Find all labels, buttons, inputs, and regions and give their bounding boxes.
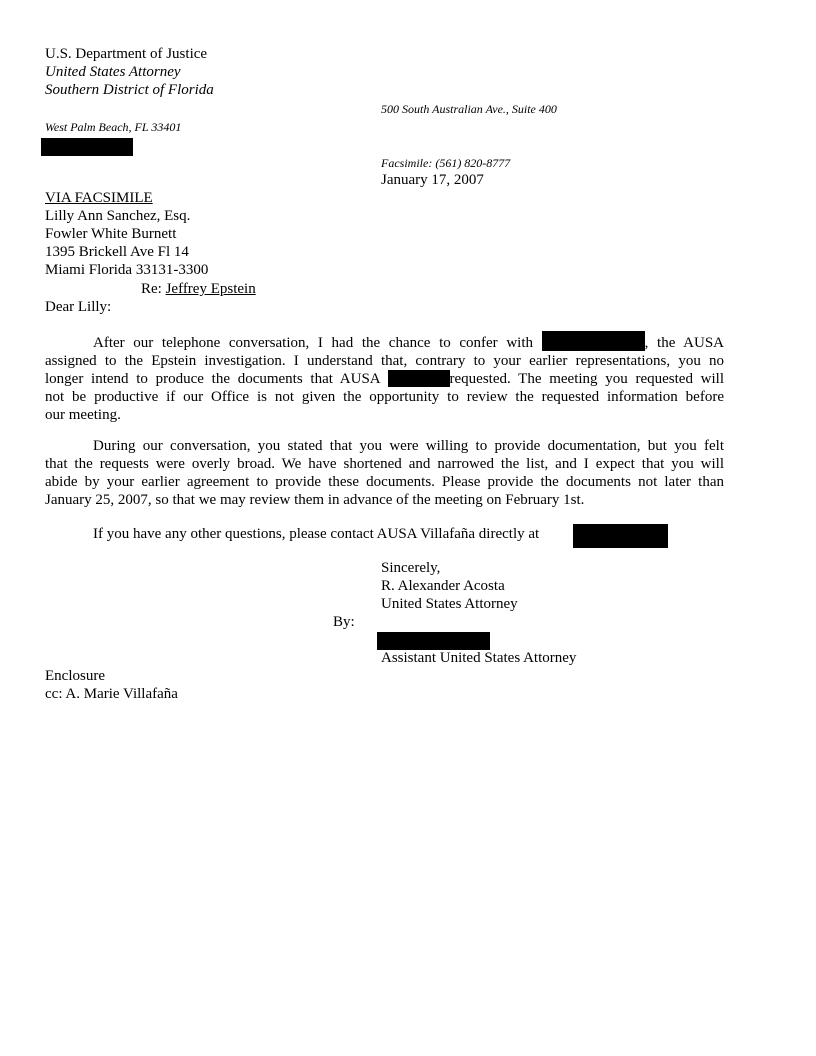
re-line	[141, 280, 256, 298]
paragraph-line: not be productive if our Office is not given the opportunity to review the requested information before	[45, 389, 724, 405]
re-subject: Jeffrey Epstein	[165, 281, 256, 297]
recipient-street: 1395 Brickell Ave Fl 14	[45, 244, 189, 260]
body-paragraph-3: If you have any other questions, please contact AUSA Villafaña directly at	[93, 526, 540, 542]
department-name: U.S. Department of Justice	[45, 46, 208, 62]
closing-sincerely: Sincerely,	[381, 560, 441, 576]
office-address: 500 South Australian Ave., Suite 400	[381, 102, 557, 116]
signature-redaction	[377, 632, 490, 650]
signer-title: Assistant United States Attorney	[381, 650, 577, 666]
closing-title: United States Attorney	[381, 596, 518, 612]
redaction-bar	[542, 331, 645, 351]
cc-line: cc: A. Marie Villafaña	[45, 686, 178, 702]
paragraph-text: longer intend to produce the documents that AUSA	[45, 371, 380, 387]
redaction-bar	[573, 524, 668, 548]
recipient-name: Lilly Ann Sanchez, Esq.	[45, 208, 191, 224]
recipient-firm: Fowler White Burnett	[45, 226, 177, 242]
paragraph-text: , the AUSA	[644, 335, 725, 351]
body-paragraph-2	[45, 437, 724, 509]
paragraph-line: assigned to the Epstein investigation. I understand that, contrary to your earlier representations, you no	[45, 353, 724, 369]
closing-by: By:	[333, 614, 355, 630]
letter-date: January 17, 2007	[381, 172, 484, 188]
re-label: Re:	[141, 281, 166, 297]
salutation: Dear Lilly:	[45, 299, 112, 315]
paragraph-line: January 25, 2007, so that we may review them in advance of the meeting on February 1st.	[45, 492, 585, 508]
paragraph-line: abide by your earlier agreement to provide these documents. Please provide the documents not later than	[45, 474, 724, 490]
redaction-bar	[41, 138, 133, 156]
recipient-city: Miami Florida 33131-3300	[45, 262, 209, 278]
paragraph-text: requested. The meeting you requested will	[449, 371, 724, 387]
enclosure-note: Enclosure	[45, 668, 105, 684]
paragraph-line	[45, 370, 724, 388]
body-paragraph-1	[45, 331, 724, 424]
district-name: Southern District of Florida	[45, 82, 214, 98]
office-name: United States Attorney	[45, 64, 181, 80]
paragraph-text: After our telephone conversation, I had the chance to confer with	[93, 335, 533, 351]
facsimile-number: Facsimile: (561) 820-8777	[381, 156, 511, 170]
paragraph-line: our meeting.	[45, 407, 121, 423]
redaction-bar	[388, 370, 450, 387]
closing-name: R. Alexander Acosta	[381, 578, 505, 594]
paragraph-line: During our conversation, you stated that you were willing to provide documentation, but you felt	[93, 438, 724, 454]
office-city: West Palm Beach, FL 33401	[45, 120, 182, 134]
paragraph-line	[45, 331, 724, 352]
delivery-method: VIA FACSIMILE	[45, 190, 153, 206]
paragraph-line: that the requests were overly broad. We have shortened and narrowed the list, and I expect that you will	[45, 456, 724, 472]
